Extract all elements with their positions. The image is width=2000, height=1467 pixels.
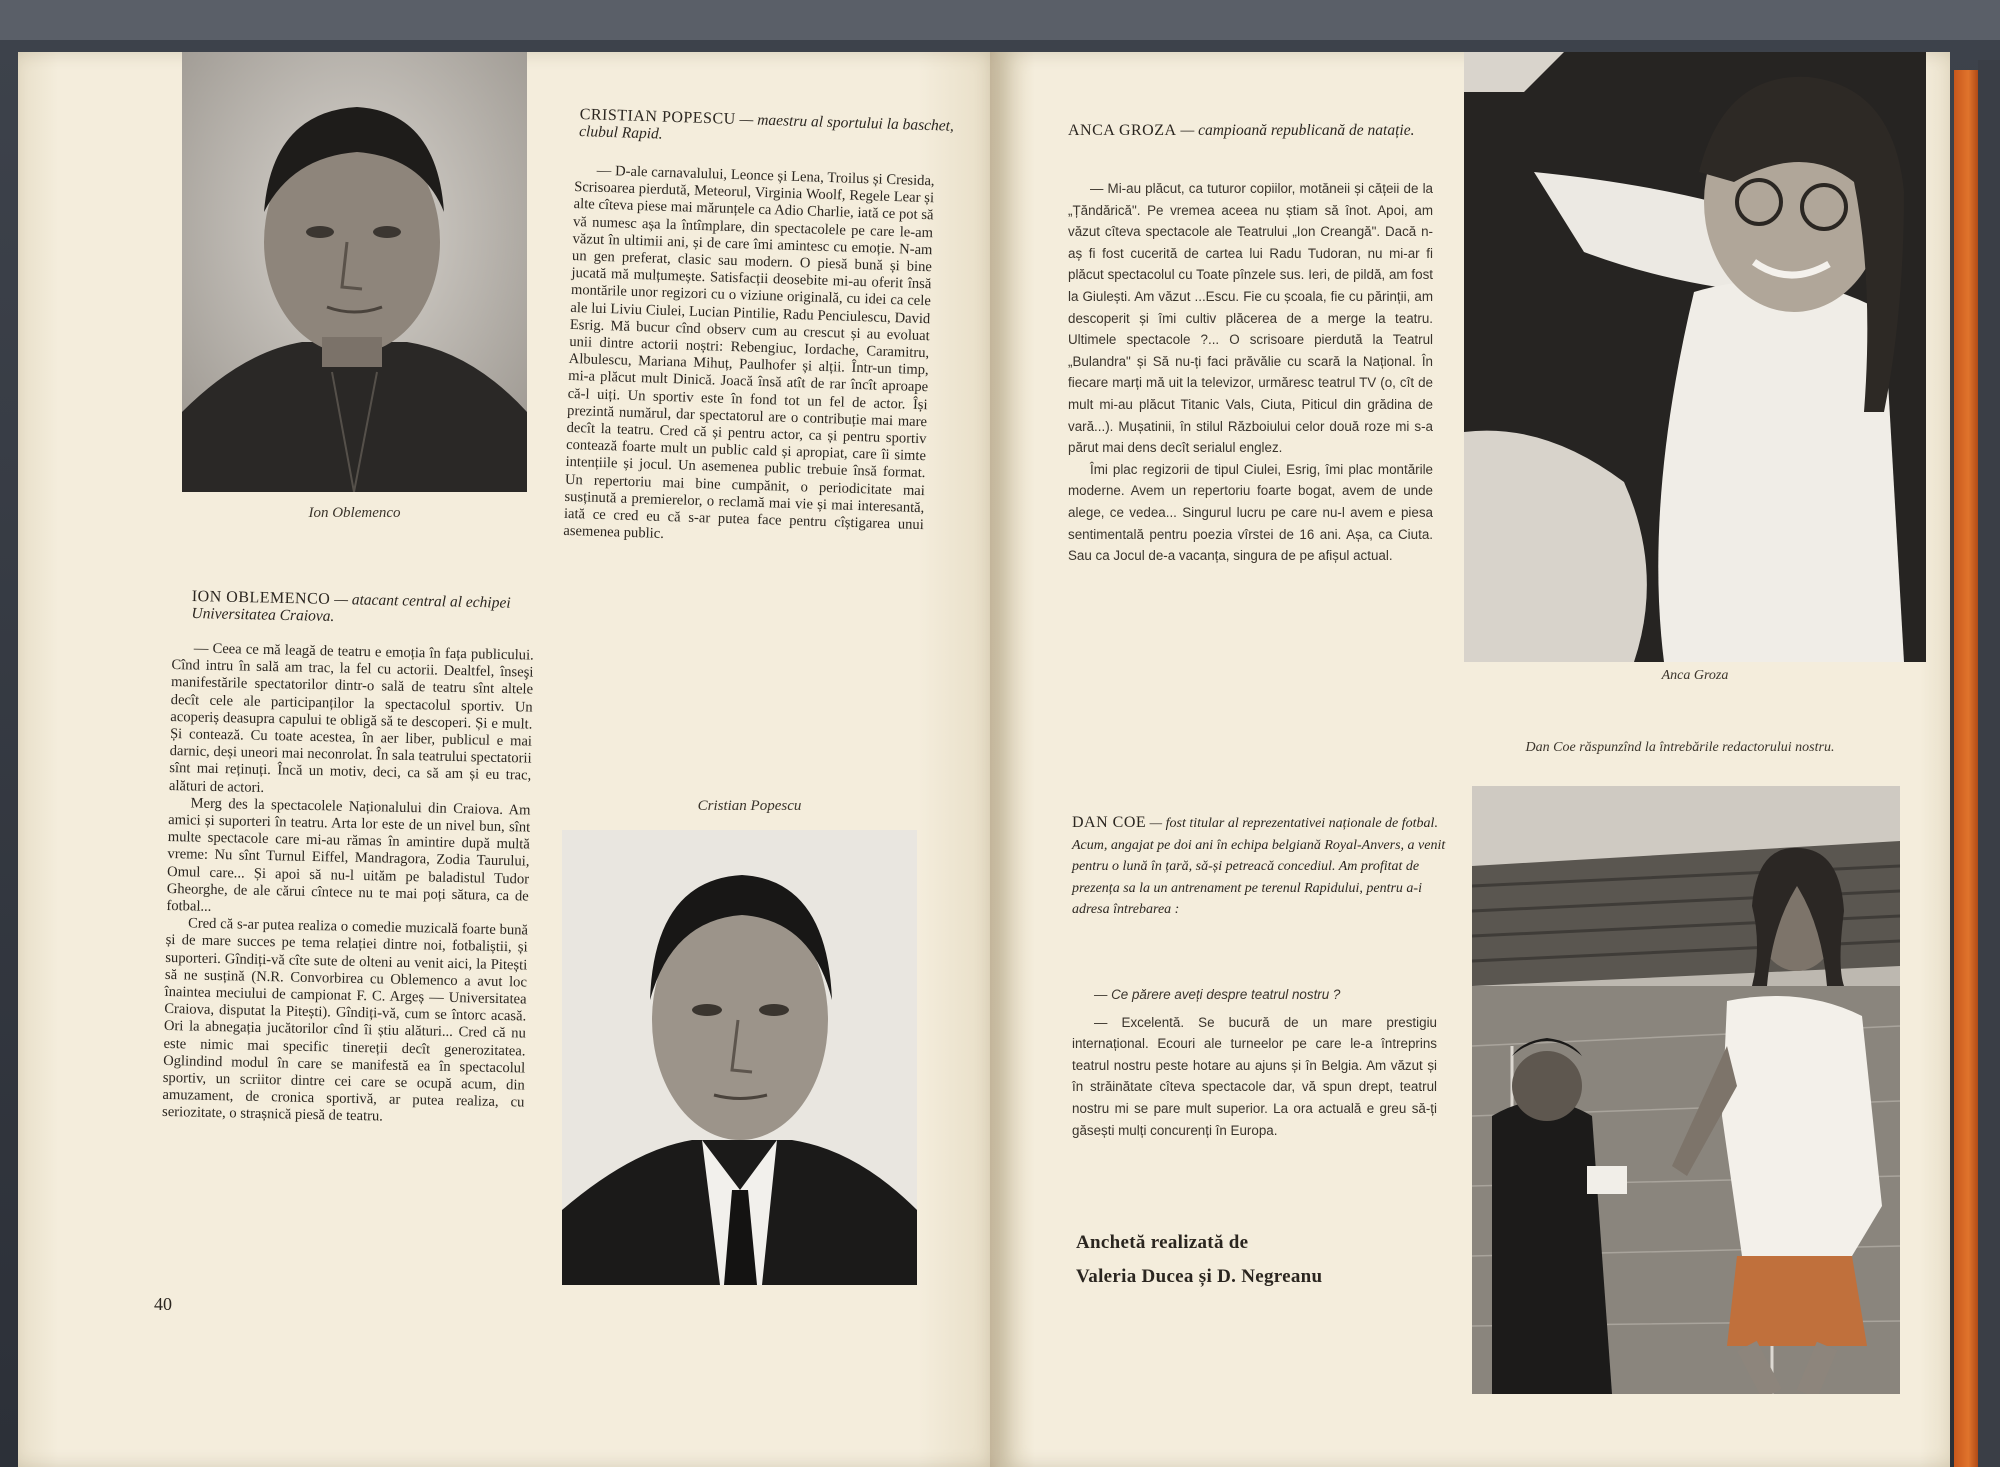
- book-spine-edge: [1978, 60, 2000, 1467]
- question-coe: — Ce părere aveți despre teatrul nostru ?: [1094, 987, 1341, 1002]
- caption-popescu: Cristian Popescu: [697, 798, 802, 814]
- credit-line-1: Anchetă realizată de: [1076, 1232, 1249, 1253]
- paragraph: — Excelentă. Se bucură de un mare prestigiu internațional. Ecouri ale turneelor pe care le-a întreprins teatrul nostru peste hotare au ajuns și în Belgia. Am văzut și în străinătate cîteva spectacole dar, vă spun drept, teatrul nostru mi se pare mult superior. La ora actuală e greu să-ți găsești mulți concurenți în Europa.: [1072, 1014, 1437, 1138]
- heading-coe: [1072, 812, 1452, 921]
- name-groza: ANCA GROZA: [1068, 122, 1177, 139]
- caption-oblemenco: Ion Oblemenco: [308, 505, 401, 521]
- paragraph: Cred că s-ar putea realiza o comedie muzicală foarte bună și de mare succes pe tema relației dintre noi, fotbaliștii, și suporteri. Gîndiți-vă cîte sute de olteni au venit aici, la Pitești să ne susțină (N.R. Convorbirea cu Oblemenco a avut loc înaintea meciului de campionat F. C. Argeș — Universitatea Craiova, disputat la Pitești). Gîndiți-vă, cum se întorc acasă. Ori la abnegația jucătorilor cînd îi știu alături... Cred că nu este nimic mai specific tinereții decît generozitatea. Oglindind modul în care se manifestă ea în spectacolul sportiv, un scriitor dintre cei care se ocupă acum, din amuzament, de cronica sportivă, ar putea realiza, cu seriozitate, o strașnică piesă de teatru.: [161, 915, 529, 1126]
- paragraph: — Ceea ce mă leagă de teatru e emoția în fața publicului. Cînd intru în sală am trac, la fel cu actorii. Dealtfel, înseşi manifestările spectatorilor dintr-o sală de teatru sînt altele decît cele ale participanților la spectacolul sportiv. Un acoperiș deasupra capului te obligă să te descoperi. Și e mult. Și contează. Cu toate acestea, în aer liber, publicul e mai darnic, deși uneori mai neconrolat. În sala teatrului spectatorii sînt mai reținuți. Încă un motiv, deci, ca să am și eu trac, alături de actori.: [168, 640, 534, 796]
- paragraph: — D-ale carnavalului, Leonce și Lena, Troilus și Cresida, Scrisoarea pierdută, Meteorul, Virginia Woolf, Regele Lear și alte cîteva piese mai mărunțele ca Adio Charlie, iată ce pot să vă numesc așa la întîmplare, din spectacolele pe care le-am văzut în ultimii ani, și de care îmi amintesc cu emoție. N-am un gen preferat, clasic sau modern. O piesă bună și bine jucată mă mulțumește. Satisfacții deosebite mi-au oferit însă montările unor regizori cu o viziune originală, cu idei ca cele ale lui Liviu Ciulei, Lucian Pintilie, Radu Penciulescu, David Esrig. Mă bucur cînd observ cum au crescut și au evoluat unii dintre actorii noștri: Rebengiuc, Iordache, Caramitru, Albulescu, Mariana Mihuț, Paulhofer și alții. Într-un timp, mi-a plăcut mult Dinică. Joacă însă atît de rar încît aproape că-l uiți. Un sportiv este în fond tot un fel de actor. Își prezintă numărul, dar spectatorul are o contribuție mai mare decît la teatru. Cred că și pentru actor, ca și pentru sportiv contează foarte mult un public cald și apropiat, care îi simte intențiile și jocul. Un asemenea public trebuie însă format. Un repertoriu mai bine cumpănit, o periodicitate mai susținută a premierelor, o reclamă mai vie și mai interesantă, iată ce cred eu că s-ar putea face pentru cîștigarea unui asemenea public.: [563, 162, 935, 543]
- photo-ion-oblemenco: [182, 52, 527, 492]
- column-oblemenco: [162, 640, 534, 1129]
- survey-credit: [1076, 1226, 1456, 1294]
- photo-anca-groza: [1464, 52, 1926, 662]
- role-groza: — campioană republicană de natație.: [1180, 122, 1415, 139]
- column-groza: [1068, 178, 1433, 567]
- column-coe: [1072, 978, 1437, 1141]
- name-popescu: CRISTIAN POPESCU: [579, 106, 736, 128]
- name-oblemenco: ION OBLEMENCO: [191, 588, 331, 608]
- caption-coe: Dan Coe răspunzînd la întrebările redactorului nostru.: [1525, 740, 1835, 755]
- role-oblemenco: — atacant central al echipei Universitatea Craiova.: [191, 590, 511, 625]
- photo-cristian-popescu: [562, 830, 917, 1285]
- portrait-groza-image: [1464, 52, 1926, 662]
- portrait-popescu-image: [562, 830, 917, 1285]
- heading-oblemenco: [191, 588, 542, 629]
- heading-groza: [1068, 122, 1463, 139]
- caption-groza: Anca Groza: [1661, 668, 1729, 683]
- column-popescu: [563, 162, 935, 552]
- paragraph: — Mi-au plăcut, ca tuturor copiilor, motăneii și cățeii de la „Țăndărică". Pe vremea aceea nu știam să înot. Apoi, am văzut cîteva spectacole ale Teatrului „Ion Creangă". Dacă n-aș fi fost cucerită de cartea lui Radu Tudoran, nu mi-ar fi plăcut spectacolul cu Toate pînzele sus. Ieri, de pildă, am fost la Giulești. Am văzut ...Escu. Fie cu școala, fie cu părinții, am descoperit și îmi cultiv plăcerea de a merge la teatru. Ultimele spectacole ?... O scrisoare pierdută la Teatrul „Bulandra" și Să nu-ți faci prăvălie cu scară la Național. În fiecare marți mă uit la televizor, urmăresc teatrul TV (o, cît de mult mi-au plăcut Titanic Vals, Ciuta, Piticul din grădina de vară...). Mușatinii, în stilul Războiului celor două roze mi s-a părut mai dens decît serialul englez.: [1068, 181, 1433, 456]
- paragraph: Îmi plac regizorii de tipul Ciulei, Esrig, îmi plac montările moderne. Avem un repertoriu foarte bogat, avem de unde alege, ce vedea... Singurul lucru pe care nu-l avem e piesa sentimentală pentru poezia vîrstei de 16 ani. Așa, ca Ciuta. Sau ca Jocul de-a vacanța, singura de pe afișul actual.: [1068, 461, 1433, 564]
- portrait-oblemenco-image: [182, 52, 527, 492]
- paragraph: Merg des la spectacolele Naționalului din Craiova. Am amici și suporteri în teatru. Arta lor este de un nivel bun, sînt multe spectacole care mi-au rămas în amintire după multă vreme: Nu sînt Turnul Eiffel, Mandragora, Zodia Taurului, Omul care... Și apoi să nu-l uităm pe baladistul Tudor Gheorghe, de ale cărui cîntece nu te mai poți sătura, ca de fotbal...: [166, 795, 531, 915]
- role-popescu: — maestru al sportului la baschet, clubul Rapid.: [578, 111, 955, 143]
- role-coe: — fost titular al reprezentativei naționale de fotbal. Acum, angajat pe doi ani în echipa belgiană Royal-Anvers, a venit pentru o lună în țară, să-și petreacă concediul. Am profitat de prezența sa la un antrenament pe terenul Rapidului, pentru a-i adresa întrebarea :: [1072, 816, 1446, 918]
- name-coe: DAN COE: [1072, 814, 1147, 831]
- credit-line-2: Valeria Ducea și D. Negreanu: [1076, 1266, 1323, 1287]
- book-spine-orange: [1954, 70, 1978, 1467]
- photo-coe-interview-image: [1472, 786, 1900, 1394]
- photo-dan-coe: [1472, 786, 1900, 1394]
- page-number: 40: [154, 1294, 172, 1314]
